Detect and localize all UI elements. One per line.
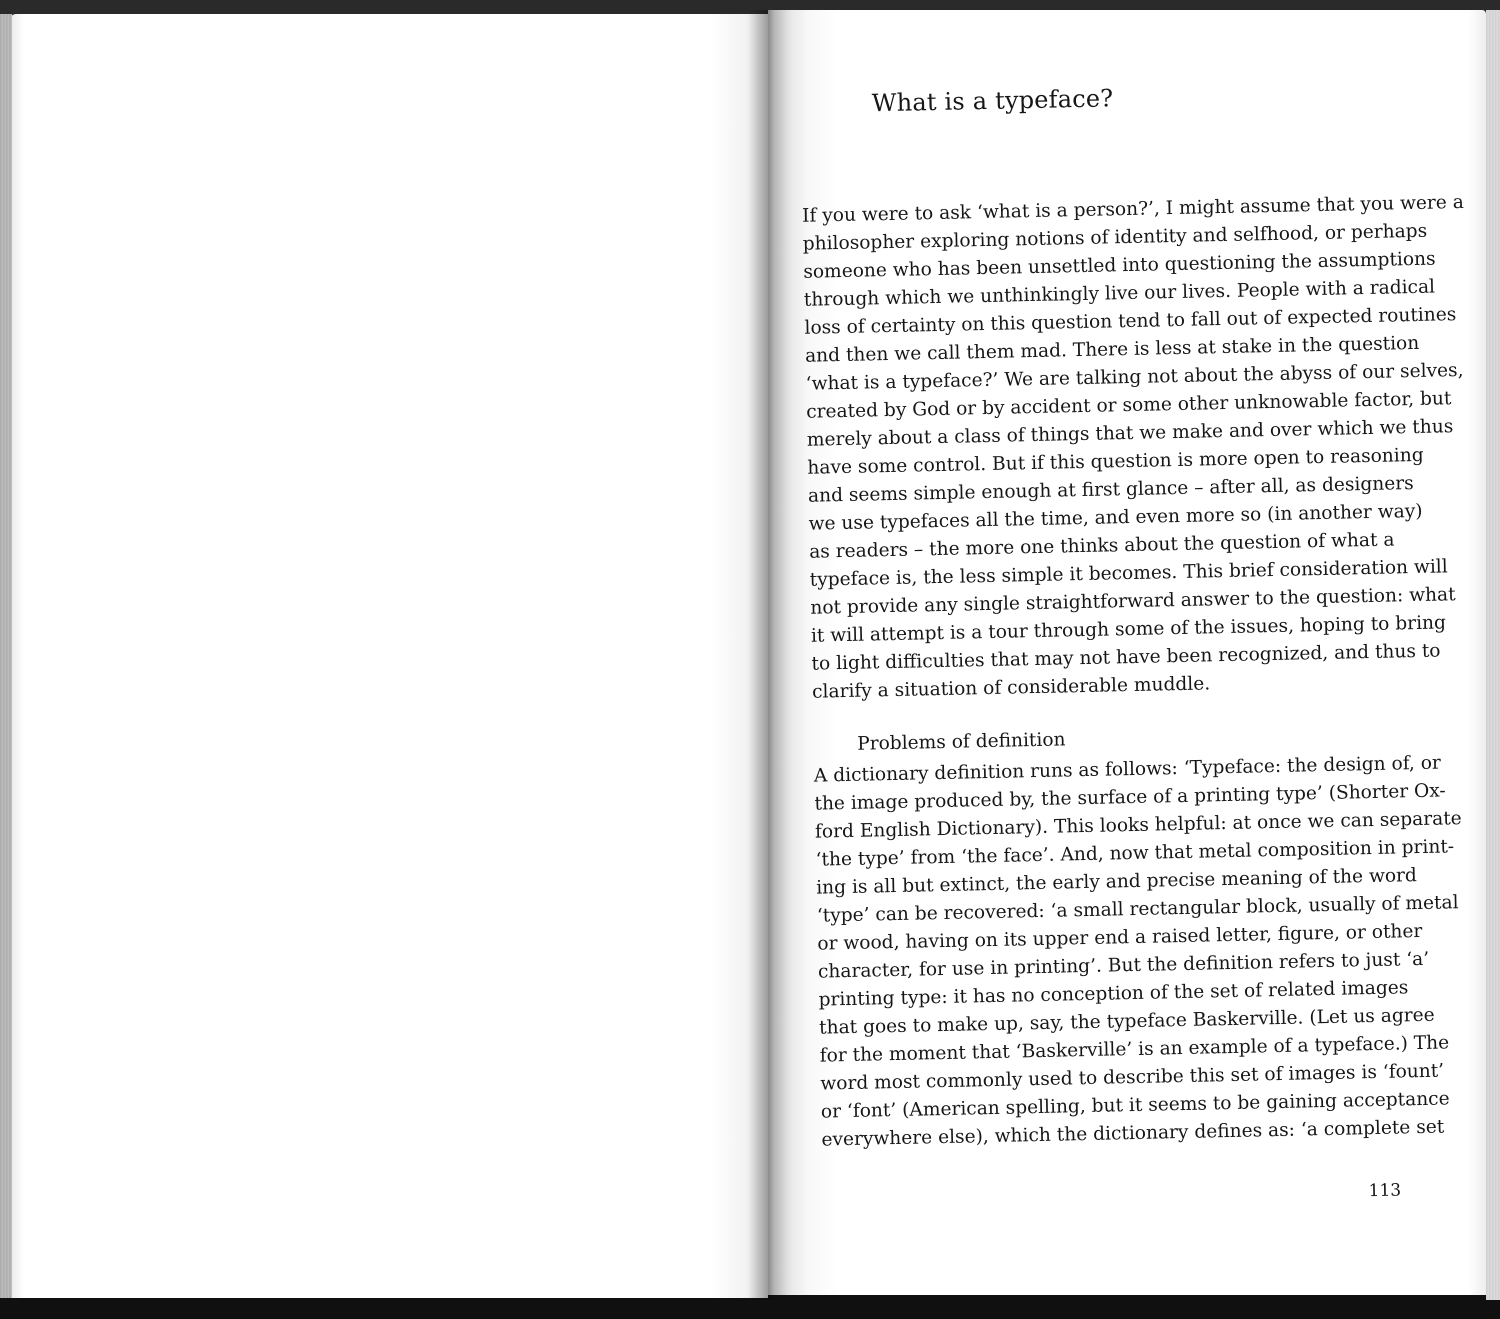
text-line: A dictionary definition runs as follows: ‘Typeface: the design of, or — [813, 752, 1442, 787]
text-line: and then we call them mad. There is less at stake in the question — [804, 332, 1420, 367]
text-line: merely about a class of things that we make and over which we thus — [806, 416, 1454, 451]
text-line: ford English Dictionary). This looks helpful: at once we can separate — [814, 808, 1462, 843]
text-line: and seems simple enough at first glance – after all, as designers — [807, 473, 1414, 507]
text-line: philosopher exploring notions of identity and selfhood, or perhaps — [802, 220, 1428, 255]
text-line: created by God or by accident or some other unknowable factor, but — [806, 388, 1452, 423]
text-line: it will attempt is a tour through some of the issues, hoping to bring — [810, 612, 1447, 647]
text-line: we use typefaces all the time, and even more so (in another way) — [808, 500, 1423, 535]
text-line: not provide any single straightforward answer to the question: what — [810, 584, 1456, 619]
text-line: as readers – the more one thinks about the question of what a — [808, 529, 1395, 563]
text-line: ‘what is a typeface?’ We are talking not about the abyss of our selves, — [805, 359, 1464, 395]
text-line: word most commonly used to describe this set of images is ‘fount’ — [820, 1060, 1445, 1095]
text-line: printing type: it has no conception of the set of related images — [818, 977, 1409, 1011]
text-line: for the moment that ‘Baskerville’ is an example of a typeface.) The — [819, 1032, 1450, 1067]
text-line: ing is all but extinct, the early and precise meaning of the word — [816, 865, 1418, 899]
text-line: the image produced by, the surface of a printing type’ (Shorter Ox- — [814, 780, 1446, 815]
text-line: through which we unthinkingly live our lives. People with a radical — [803, 276, 1436, 311]
text-line: ‘the type’ from ‘the face’. And, now that metal composition in print- — [815, 836, 1455, 871]
text-line: loss of certainty on this question tend to fall out of expected routines — [804, 304, 1457, 339]
text-line: have some control. But if this question is more open to reasoning — [807, 444, 1424, 479]
text-line: someone who has been unsettled into questioning the assumptions — [803, 248, 1436, 283]
intro-paragraph — [801, 190, 1465, 707]
text-line: that goes to make up, say, the typeface Baskerville. (Let us agree — [818, 1004, 1435, 1039]
text-line: character, for use in printing’. But the definition refers to just ‘a’ — [817, 948, 1430, 983]
left-page-blank — [10, 14, 768, 1298]
page-number: 113 — [1368, 1180, 1402, 1202]
chapter-title: What is a typeface? — [871, 84, 1114, 118]
left-page-stack-edge — [0, 14, 12, 1298]
text-line: everywhere else), which the dictionary defines as: ‘a complete set — [821, 1116, 1445, 1151]
text-line: If you were to ask ‘what is a person?’, I might assume that you were a — [801, 191, 1465, 227]
right-page-stack-edge — [1486, 10, 1500, 1300]
section-heading: Problems of definition — [857, 729, 1066, 755]
text-line: or wood, having on its upper end a raised letter, figure, or other — [817, 920, 1423, 955]
text-line: to light difficulties that may not have been recognized, and thus to — [811, 640, 1441, 675]
text-line: clarify a situation of considerable muddle. — [811, 673, 1211, 703]
book-spine-shadow — [748, 10, 792, 1300]
text-line: ‘type’ can be recovered: ‘a small rectangular block, usually of metal — [816, 892, 1459, 927]
definition-paragraph — [813, 750, 1462, 1155]
text-line: typeface is, the less simple it becomes. This brief consideration will — [809, 556, 1448, 591]
text-line: or ‘font’ (American spelling, but it seems to be gaining acceptance — [820, 1088, 1450, 1123]
